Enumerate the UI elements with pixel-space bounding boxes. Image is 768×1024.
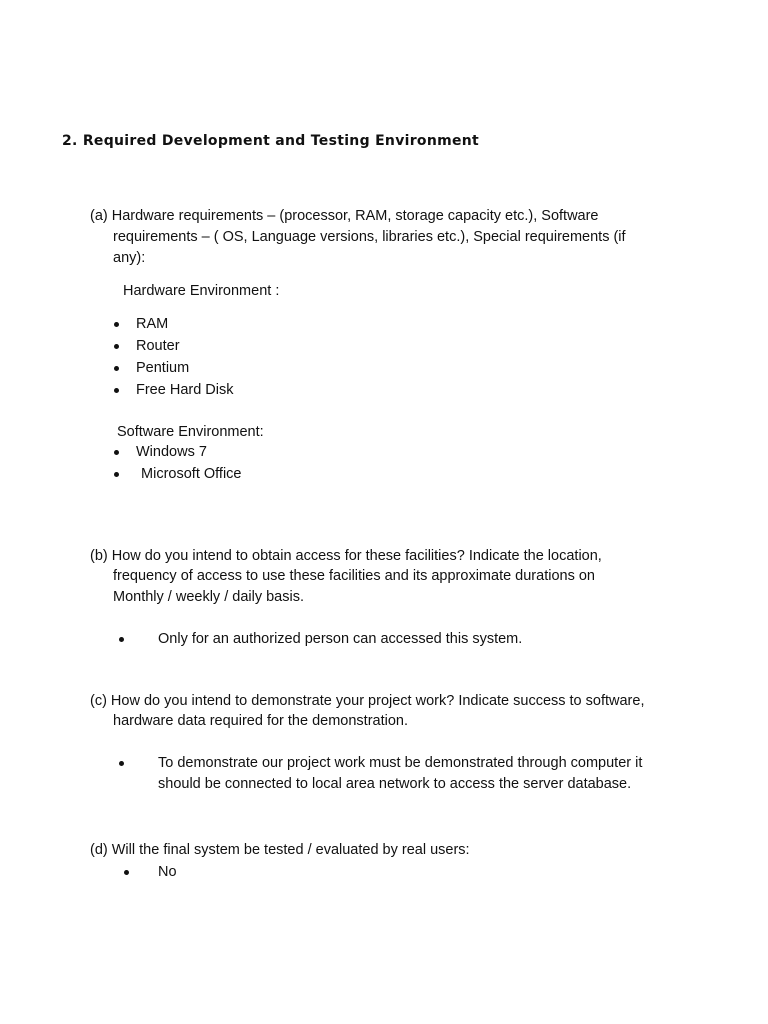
bullet-dot (114, 450, 119, 455)
section-c-bullet-line-1: To demonstrate our project work must be demonstrated through computer it (158, 755, 643, 771)
section-a-line-3: any): (113, 250, 146, 266)
software-item: Microsoft Office (137, 466, 242, 482)
section-b-line-3: Monthly / weekly / daily basis. (113, 589, 304, 605)
section-c-bullet-line-2: should be connected to local area network to access the server database. (158, 776, 632, 792)
bullet-dot (114, 472, 119, 477)
bullet-dot (114, 344, 119, 349)
section-a-line-1: (a) Hardware requirements – (processor, RAM, storage capacity etc.), Software (90, 208, 599, 224)
bullet-dot (119, 761, 124, 766)
section-c-line-1: (c) How do you intend to demonstrate your project work? Indicate success to software, (90, 693, 645, 709)
hardware-environment-label: Hardware Environment : (123, 283, 280, 299)
section-b-line-2: frequency of access to use these facilities and its approximate durations on (113, 568, 595, 584)
bullet-dot (114, 388, 119, 393)
software-environment-label: Software Environment: (117, 424, 264, 440)
bullet-dot (114, 322, 119, 327)
hardware-item: RAM (136, 316, 169, 332)
bullet-dot (124, 870, 129, 875)
section-b-bullet: Only for an authorized person can accessed this system. (158, 631, 523, 647)
section-d-bullet: No (158, 864, 177, 880)
section-d-line-1: (d) Will the final system be tested / evaluated by real users: (90, 842, 470, 858)
hardware-item: Free Hard Disk (136, 382, 234, 398)
bullet-dot (114, 366, 119, 371)
bullet-dot (119, 637, 124, 642)
section-b-line-1: (b) How do you intend to obtain access for these facilities? Indicate the location, (90, 548, 602, 564)
section-heading: 2. Required Development and Testing Environment (62, 133, 480, 149)
hardware-item: Pentium (136, 360, 190, 376)
section-c-line-2: hardware data required for the demonstration. (113, 713, 409, 729)
section-a-line-2: requirements – ( OS, Language versions, libraries etc.), Special requirements (if (113, 229, 626, 245)
hardware-item: Router (136, 338, 180, 354)
software-item: Windows 7 (136, 444, 207, 460)
